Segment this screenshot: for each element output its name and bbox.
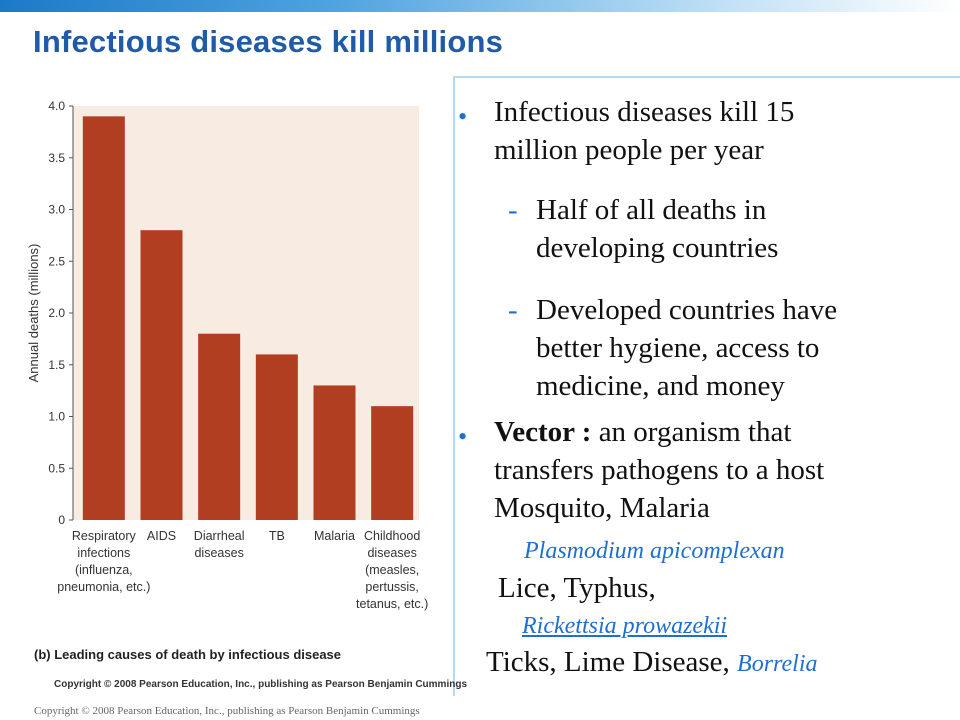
x-category-label: tetanus, etc.) <box>356 597 429 611</box>
bar <box>371 406 413 520</box>
lice-line: Lice, Typhus, <box>498 572 656 604</box>
y-tick-label: 1.5 <box>48 357 65 372</box>
bullet1-line2: million people per year <box>494 134 764 166</box>
figure-caption: (b) Leading causes of death by infectious disease <box>34 647 342 662</box>
y-tick-label: 0 <box>58 513 65 527</box>
bar <box>198 334 240 520</box>
x-category-label: AIDS <box>146 529 177 543</box>
sub1-line2: developing countries <box>536 232 779 264</box>
sub1-line1: Half of all deaths in <box>536 194 767 226</box>
sub-dash: - <box>508 294 518 326</box>
x-category-label: Diarrheal <box>193 529 245 543</box>
slide-title: Infectious diseases kill millions <box>33 24 504 59</box>
bar <box>256 354 298 520</box>
top-gradient-bar <box>0 0 960 12</box>
bullet1-line1: Infectious diseases kill 15 <box>494 96 795 128</box>
y-tick-label: 3.5 <box>48 150 65 165</box>
sub2-line3: medicine, and money <box>536 370 785 402</box>
vector-definition: an organism that <box>591 416 792 448</box>
ticks-line <box>486 646 817 679</box>
y-tick-label: 3.0 <box>48 202 65 217</box>
footer-copyright: Copyright © 2008 Pearson Education, Inc., publishing as Pearson Benjamin Cummings <box>34 705 420 717</box>
bullet2-line3: Mosquito, Malaria <box>494 492 710 524</box>
vector-term: Vector : <box>494 416 592 448</box>
title-divider <box>455 76 960 78</box>
bar-chart-figure <box>16 92 468 702</box>
bar <box>314 385 356 520</box>
x-category-label: Malaria <box>314 529 355 543</box>
sub-dash: - <box>508 194 518 226</box>
y-tick-label: 4.0 <box>48 99 65 113</box>
bar-chart <box>16 92 446 652</box>
x-category-label: infections <box>77 546 131 560</box>
borrelia-name: Borrelia <box>737 651 818 677</box>
sub2-line2: better hygiene, access to <box>536 332 820 364</box>
x-category-label: Childhood <box>364 529 421 543</box>
y-tick-label: 2.5 <box>48 254 65 269</box>
x-category-label: pneumonia, etc.) <box>57 580 151 594</box>
bullet-dot: • <box>458 422 468 451</box>
panel-divider <box>453 76 455 696</box>
x-category-label: (influenza, <box>74 563 133 577</box>
bar <box>141 230 183 520</box>
y-axis-label: Annual deaths (millions) <box>26 243 41 383</box>
x-category-label: pertussis, <box>365 580 419 594</box>
bar <box>83 116 125 520</box>
x-category-label: diseases <box>194 546 244 560</box>
rickettsia-link[interactable]: Rickettsia prowazekii <box>522 613 728 639</box>
y-tick-label: 2.0 <box>48 306 65 320</box>
bullet2-line2: transfers pathogens to a host <box>494 454 825 486</box>
plot-background <box>73 106 419 520</box>
y-tick-label: 0.5 <box>48 461 65 476</box>
plasmodium-name: Plasmodium apicomplexan <box>524 538 785 564</box>
y-tick-label: 1.0 <box>48 409 65 424</box>
x-category-label: TB <box>268 529 285 543</box>
sub2-line1: Developed countries have <box>536 294 838 326</box>
x-category-label: diseases <box>367 546 417 560</box>
figure-copyright: Copyright © 2008 Pearson Education, Inc., publishing as Pearson Benjamin Cummings <box>54 679 468 690</box>
x-category-label: (measles, <box>365 563 420 577</box>
ticks-text: Ticks, Lime Disease, <box>486 646 730 678</box>
bullet2-line1 <box>494 416 791 449</box>
x-category-label: Respiratory <box>71 529 136 543</box>
bullet-dot: • <box>458 102 468 131</box>
